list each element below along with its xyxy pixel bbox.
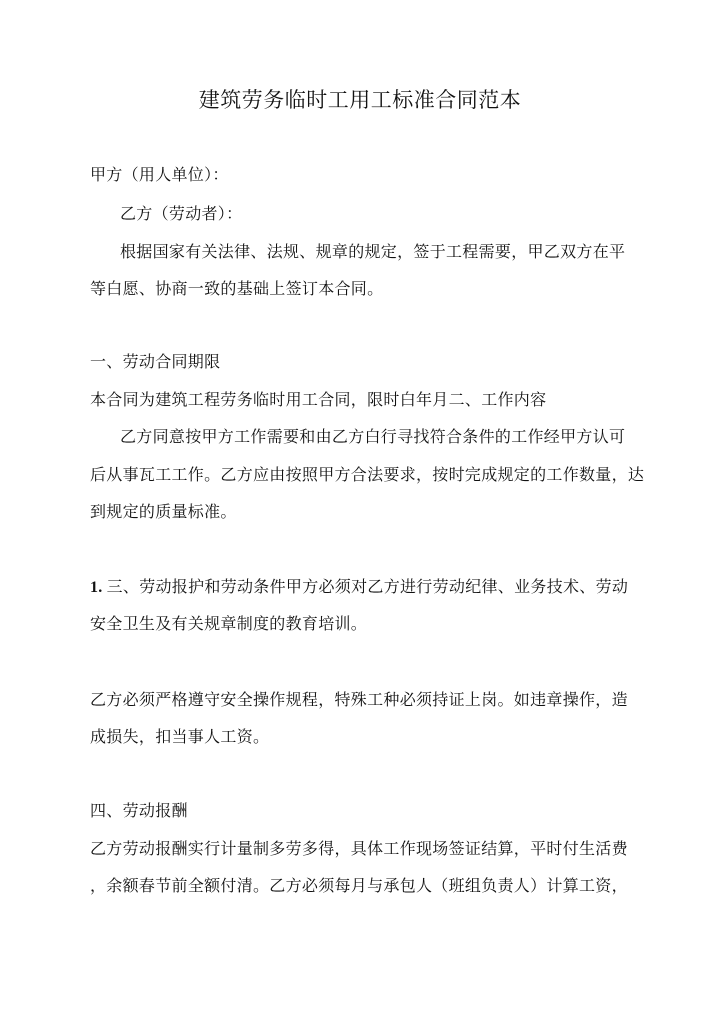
- section-4-heading: 四、劳动报酬: [90, 801, 188, 820]
- section-2-line-3: 到规定的质量标准。: [90, 502, 237, 521]
- section-1-line-1: 本合同为建筑工程劳务临时用工合同，限时白年月二、工作内容: [90, 390, 547, 409]
- section-3-line-1-text: 三、劳动报护和劳动条件甲方必须对乙方进行劳动纪律、业务技术、劳动: [106, 577, 629, 596]
- safety-line-1: 乙方必须严格遵守安全操作规程，特殊工种必须持证上岗。如违章操作，造: [90, 690, 628, 709]
- intro-line-2: 等白愿、协商一致的基础上签订本合同。: [90, 279, 384, 298]
- section-4-line-1: 乙方劳动报酬实行计量制多劳多得，具体工作现场签证结算，平时付生活费: [90, 839, 628, 858]
- section-3-line-2: 安全卫生及有关规章制度的教育培训。: [90, 614, 368, 633]
- section-3-line-1: [90, 574, 628, 597]
- section-2-line-2: 后从事瓦工工作。乙方应由按照甲方合法要求，按时完成规定的工作数量，达: [90, 465, 645, 484]
- intro-line-1: 根据国家有关法律、法规、规章的规定，签于工程需要，甲乙双方在平: [120, 242, 626, 261]
- section-4-line-2: ，余额春节前全额付清。乙方必须每月与承包人（班组负责人）计算工资，: [90, 876, 628, 895]
- party-a-line: 甲方（用人单位）：: [90, 165, 229, 184]
- section-2-line-1: 乙方同意按甲方工作需要和由乙方白行寻找符合条件的工作经甲方认可: [120, 427, 626, 446]
- safety-line-2: 成损失，扣当事人工资。: [90, 727, 270, 746]
- section-1-heading: 一、劳动合同期限: [90, 352, 221, 371]
- section-3-number: 1.: [90, 579, 103, 596]
- document-title: 建筑劳务临时工用工标准合同范本: [198, 88, 522, 112]
- party-b-line: 乙方（劳动者）：: [120, 204, 243, 223]
